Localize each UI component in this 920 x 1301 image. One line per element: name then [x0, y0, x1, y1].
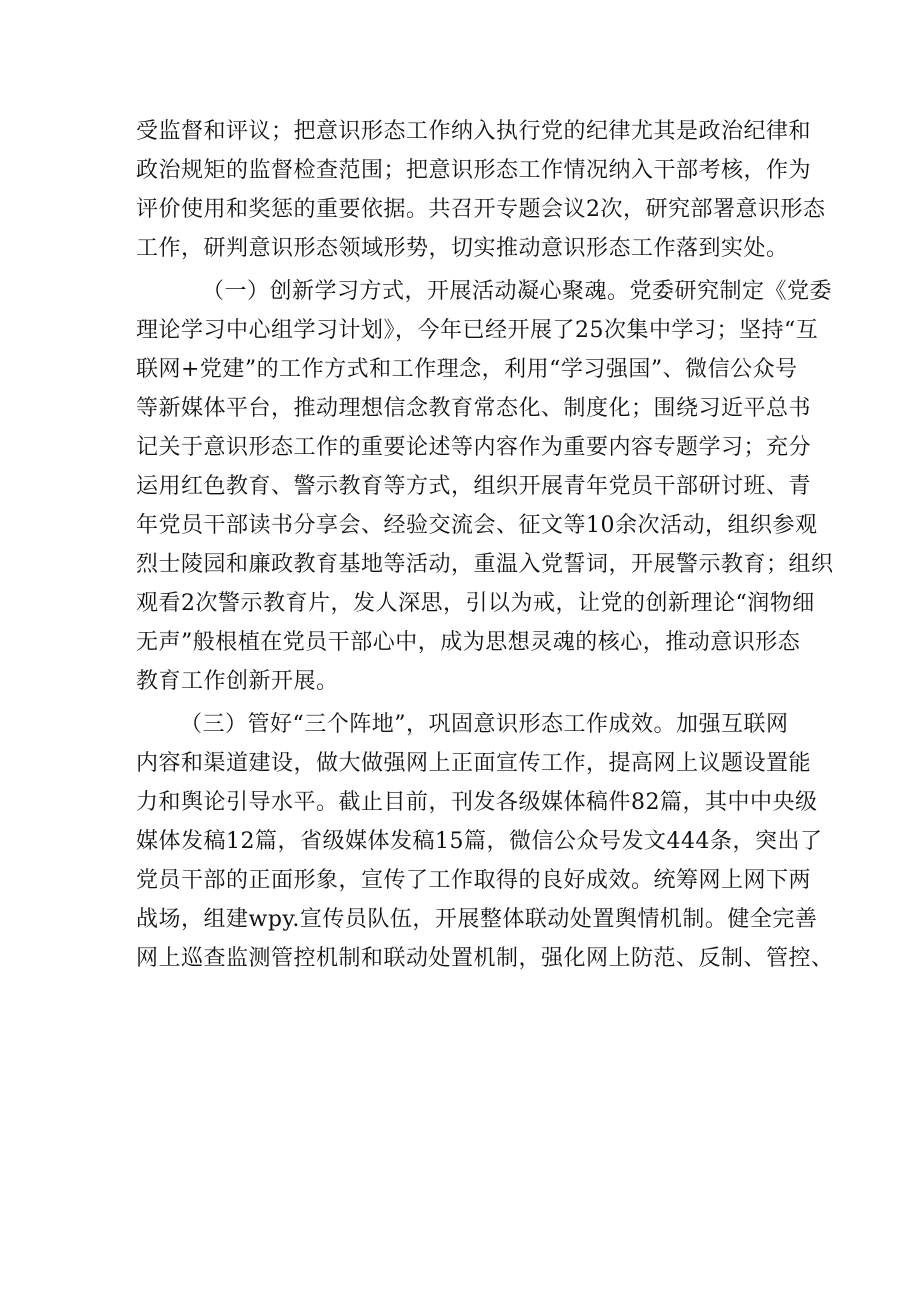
- text-line: 运用红色教育、警示教育等方式，组织开展青年党员干部研讨班、青: [136, 474, 812, 499]
- text-line: 等新媒体平台，推动理想信念教育常态化、制度化；围绕习近平总书: [136, 396, 812, 421]
- text-line: 政治规矩的监督检查范围；把意识形态工作情况纳入干部考核，作为: [136, 158, 812, 183]
- text-line: （三）管好“三个阵地”，巩固意识形态工作成效。加强互联网: [180, 712, 789, 737]
- text-line: 无声”般根植在党员干部心中，成为思想灵魂的核心，推动意识形态: [136, 630, 801, 655]
- text-line: 记关于意识形态工作的重要论述等内容作为重要内容专题学习；充分: [136, 435, 812, 460]
- text-line: 教育工作创新开展。: [136, 669, 339, 694]
- text-line: 媒体发稿12篇，省级媒体发稿15篇，微信公众号发文444条，突出了: [136, 829, 823, 854]
- paragraph-section-one: [136, 272, 834, 701]
- text-line: 评价使用和奖惩的重要依据。共召开专题会议2次，研究部署意识形态: [136, 197, 826, 222]
- text-line: 网上巡查监测管控机制和联动处置机制，强化网上防范、反制、管控、: [136, 946, 834, 971]
- text-line: 烈士陵园和廉政教育基地等活动，重温入党誓词，开展警示教育；组织: [136, 552, 834, 577]
- text-line: 党员干部的正面形象，宣传了工作取得的良好成效。统筹网上网下两: [136, 868, 812, 893]
- text-line: 联网+党建”的工作方式和工作理念，利用“学习强国”、微信公众号: [136, 357, 798, 382]
- paragraph-continued: [136, 112, 826, 268]
- text-line: （一）创新学习方式，开展活动凝心聚魂。党委研究制定《党委: [202, 279, 833, 304]
- document-body: [136, 112, 834, 978]
- text-line: 观看2次警示教育片，发人深思，引以为戒，让党的创新理论“润物细: [136, 591, 815, 616]
- text-line: 工作，研判意识形态领域形势，切实推动意识形态工作落到实处。: [136, 236, 789, 261]
- text-line: 受监督和评议；把意识形态工作纳入执行党的纪律尤其是政治纪律和: [136, 119, 812, 144]
- text-line: 内容和渠道建设，做大做强网上正面宣传工作，提高网上议题设置能: [136, 751, 812, 776]
- text-line: 力和舆论引导水平。截止目前，刊发各级媒体稿件82篇，其中中央级: [136, 790, 818, 815]
- text-line: 理论学习中心组学习计划》，今年已经开展了25次集中学习；坚持“互: [136, 318, 819, 343]
- text-line: 战场，组建wpy.宣传员队伍，开展整体联动处置舆情机制。健全完善: [136, 907, 818, 932]
- paragraph-section-three: [136, 705, 834, 978]
- text-line: 年党员干部读书分享会、经验交流会、征文等10余次活动，组织参观: [136, 513, 818, 538]
